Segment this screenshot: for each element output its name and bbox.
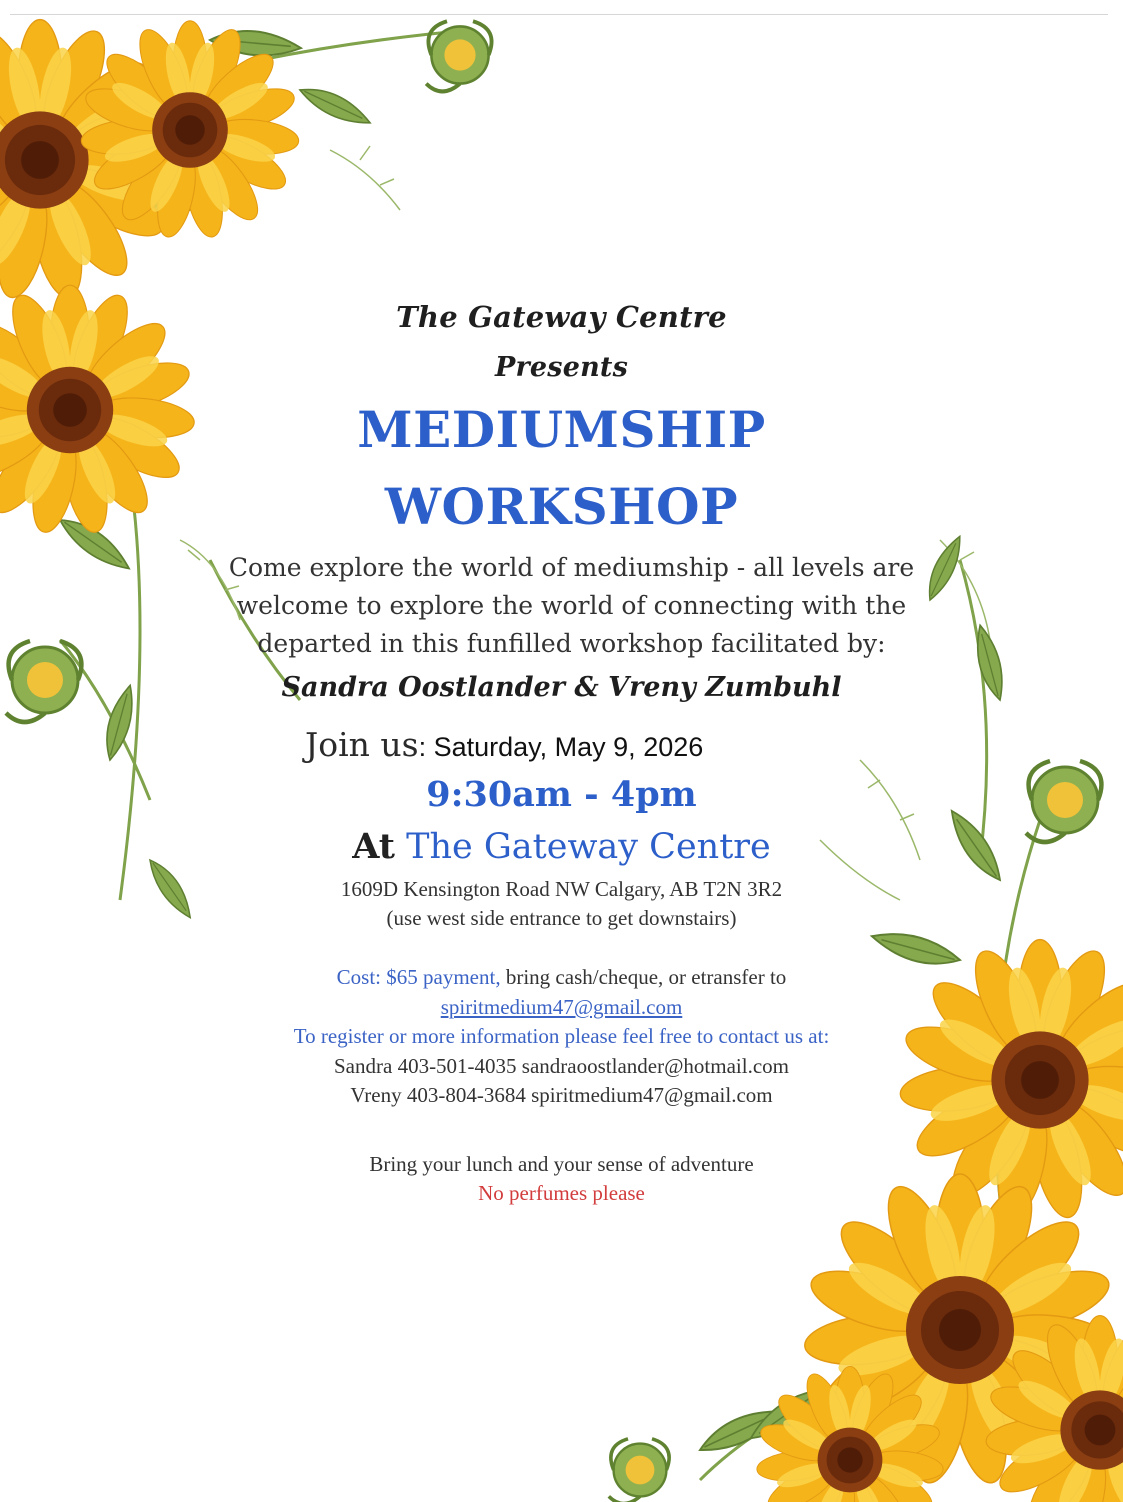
workshop-title-line1: MEDIUMSHIP bbox=[357, 400, 766, 459]
presents-label: Presents bbox=[495, 352, 628, 383]
intro-line1: Come explore the world of mediumship - all levels are bbox=[228, 553, 915, 582]
venue-address: 1609D Kensington Road NW Calgary, AB T2N 3R2 bbox=[340, 877, 783, 901]
venue-name: The Gateway Centre bbox=[406, 827, 771, 867]
cost-amount: Cost: $65 payment, bbox=[336, 965, 501, 989]
payment-instructions: bring cash/cheque, or etransfer to bbox=[500, 965, 787, 989]
contact-sandra: Sandra 403-501-4035 sandraoostlander@hotmail.com bbox=[334, 1054, 789, 1078]
payment-email-link[interactable]: spiritmedium47@gmail.com bbox=[440, 995, 683, 1019]
event-date: : Saturday, May 9, 2026 bbox=[418, 732, 704, 762]
event-date-row bbox=[305, 725, 703, 764]
entrance-note: (use west side entrance to get downstairs) bbox=[386, 906, 737, 930]
workshop-title-line2: WORKSHOP bbox=[384, 477, 739, 536]
event-time: 9:30am - 4pm bbox=[426, 774, 697, 815]
intro-line3: departed in this funfilled workshop facilitated by: bbox=[257, 629, 886, 658]
intro-line2: welcome to explore the world of connecting with the bbox=[236, 591, 907, 620]
facilitators-names: Sandra Oostlander & Vreny Zumbuhl bbox=[281, 672, 842, 703]
join-us-label: Join us bbox=[305, 725, 419, 764]
perfume-note: No perfumes please bbox=[478, 1181, 645, 1205]
event-venue bbox=[0, 826, 1123, 867]
lunch-note: Bring your lunch and your sense of adventure bbox=[369, 1152, 754, 1176]
at-label: At bbox=[352, 826, 395, 867]
payment-email-row bbox=[0, 995, 1123, 1020]
cost-line bbox=[0, 965, 1123, 990]
contact-heading: To register or more information please feel free to contact us at: bbox=[293, 1024, 830, 1048]
presenter-name: The Gateway Centre bbox=[396, 300, 727, 334]
contact-vreny: Vreny 403-804-3684 spiritmedium47@gmail.com bbox=[350, 1083, 773, 1107]
